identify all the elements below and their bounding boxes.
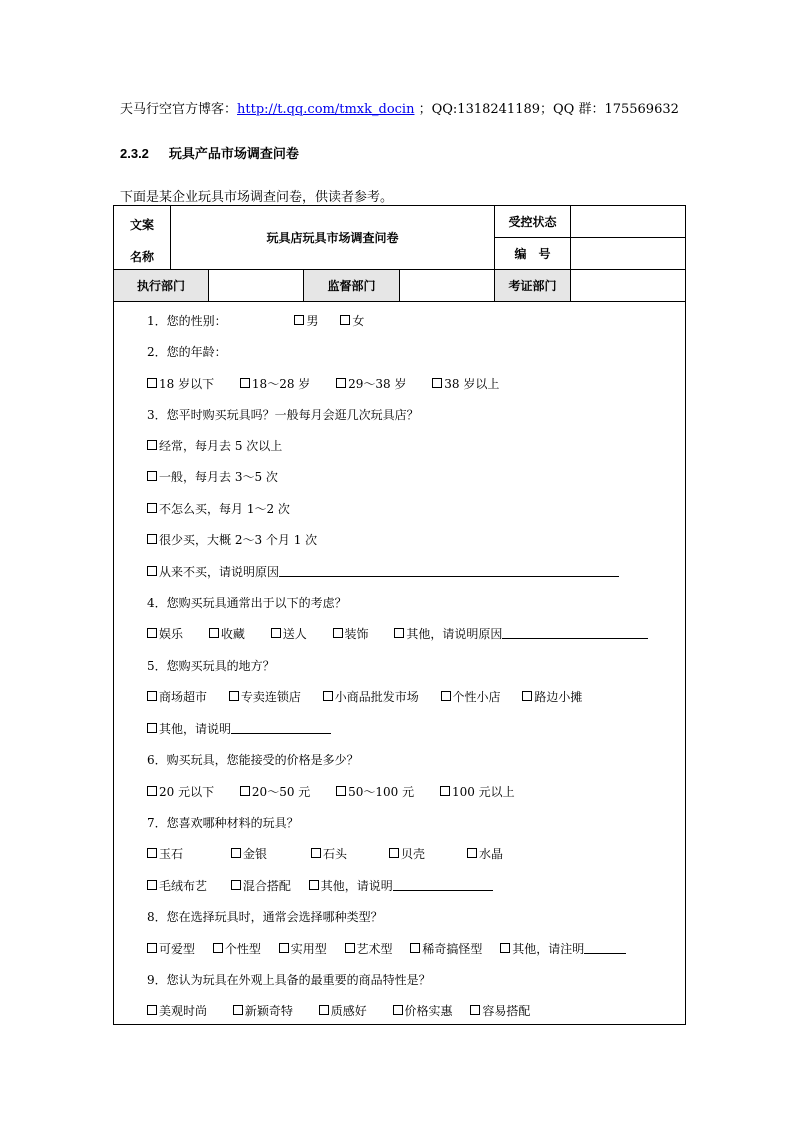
question-5-options (147, 688, 582, 705)
checkbox-square-icon[interactable] (147, 691, 157, 701)
checkbox-square-icon[interactable] (294, 315, 304, 325)
blog-header (120, 98, 679, 117)
checkbox-square-icon[interactable] (147, 378, 157, 388)
blog-link[interactable]: http://t.qq.com/tmxk_docin (237, 102, 415, 117)
checkbox-square-icon[interactable] (467, 848, 477, 858)
checkbox-square-icon[interactable] (147, 786, 157, 796)
question-8-options (147, 940, 626, 957)
checkbox-square-icon[interactable] (240, 786, 250, 796)
option-texture[interactable]: 质感好 (319, 1002, 367, 1019)
option-plush[interactable]: 毛绒布艺 (147, 877, 207, 894)
intro-text: 下面是某企业玩具市场调查问卷，供读者参考。 (120, 190, 394, 205)
jiandu-label: 监督部门 (304, 270, 400, 302)
wenan-label: 文案 (130, 218, 155, 232)
checkbox-square-icon[interactable] (147, 440, 157, 450)
option-never[interactable]: 从来不买，请说明原因 (147, 563, 619, 580)
option-practical[interactable]: 实用型 (279, 940, 327, 957)
option-street-stall[interactable]: 路边小摊 (522, 688, 582, 705)
jiandu-value[interactable] (400, 270, 495, 302)
section-number: 2.3.2 (120, 146, 149, 161)
checkbox-square-icon[interactable] (394, 628, 404, 638)
other-place-blank[interactable] (231, 733, 331, 734)
checkbox-square-icon[interactable] (336, 786, 346, 796)
question-6-options (147, 783, 515, 800)
shoukong-label: 受控状态 (495, 206, 571, 238)
question-2-options (147, 375, 499, 392)
zhixing-value[interactable] (209, 270, 304, 302)
checkbox-square-icon[interactable] (147, 880, 157, 890)
option-stone[interactable]: 石头 (311, 845, 347, 862)
option-male[interactable]: 男 (294, 312, 318, 329)
option-boutique[interactable]: 个性小店 (441, 688, 501, 705)
option-other-reason[interactable]: 其他，请说明原因 (394, 625, 648, 642)
reason-blank[interactable] (279, 576, 619, 577)
kaozheng-label: 考证部门 (495, 270, 571, 302)
form-header-table (114, 206, 685, 302)
checkbox-square-icon[interactable] (410, 943, 420, 953)
option-rarely[interactable]: 很少买，大概 2～3 个月 1 次 (147, 531, 317, 548)
header-prefix: 天马行空官方博客： (120, 102, 238, 117)
question-7-options-row2 (147, 877, 493, 894)
checkbox-square-icon[interactable] (440, 786, 450, 796)
option-stylish[interactable]: 美观时尚 (147, 1002, 207, 1019)
option-age-29-38[interactable]: 29～38 岁 (336, 375, 406, 392)
question-7-text: 7．您喜欢哪种材料的玩具？ (147, 816, 299, 830)
checkbox-square-icon[interactable] (333, 628, 343, 638)
option-collect[interactable]: 收藏 (209, 625, 245, 642)
option-artistic[interactable]: 艺术型 (345, 940, 393, 957)
question-3-text: 3．您平时购买玩具吗？一般每月会逛几次玩具店？ (147, 408, 419, 422)
questionnaire-form (113, 205, 686, 1025)
question-8-text: 8．您在选择玩具时，通常会选择哪种类型？ (147, 910, 383, 924)
checkbox-square-icon[interactable] (147, 1005, 157, 1015)
option-novel[interactable]: 新颖奇特 (233, 1002, 293, 1019)
zhixing-label: 执行部门 (114, 270, 209, 302)
question-5-text: 5．您购买玩具的地方？ (147, 659, 275, 673)
question-1 (147, 312, 364, 329)
option-gold-silver[interactable]: 金银 (231, 845, 267, 862)
option-jade[interactable]: 玉石 (147, 845, 183, 862)
checkbox-square-icon[interactable] (441, 691, 451, 701)
checkbox-square-icon[interactable] (311, 848, 321, 858)
header-suffix: ；QQ:1318241189；QQ 群：175569632 (414, 102, 679, 117)
option-wholesale[interactable]: 小商品批发市场 (323, 688, 419, 705)
option-price-20-50[interactable]: 20～50 元 (240, 783, 310, 800)
checkbox-square-icon[interactable] (389, 848, 399, 858)
checkbox-square-icon[interactable] (522, 691, 532, 701)
option-age-over38[interactable]: 38 岁以上 (432, 375, 499, 392)
checkbox-square-icon[interactable] (213, 943, 223, 953)
bianhao-label: 编 号 (495, 238, 571, 270)
kaozheng-value[interactable] (571, 270, 685, 302)
checkbox-square-icon[interactable] (231, 880, 241, 890)
option-easy-match[interactable]: 容易搭配 (470, 1002, 530, 1019)
checkbox-square-icon[interactable] (147, 628, 157, 638)
checkbox-square-icon[interactable] (393, 1005, 403, 1015)
option-often[interactable]: 经常，每月去 5 次以上 (147, 437, 282, 454)
option-affordable[interactable]: 价格实惠 (393, 1002, 453, 1019)
question-6-text: 6．购买玩具，您能接受的价格是多少？ (147, 753, 359, 767)
option-cute[interactable]: 可爱型 (147, 940, 195, 957)
checkbox-square-icon[interactable] (323, 691, 333, 701)
question-4-options (147, 625, 648, 642)
checkbox-square-icon[interactable] (229, 691, 239, 701)
checkbox-square-icon[interactable] (147, 848, 157, 858)
option-gift[interactable]: 送人 (271, 625, 307, 642)
checkbox-square-icon[interactable] (319, 1005, 329, 1015)
option-seldom[interactable]: 不怎么买，每月 1～2 次 (147, 500, 290, 517)
option-other-place[interactable]: 其他，请说明 (147, 720, 331, 737)
option-crystal[interactable]: 水晶 (467, 845, 503, 862)
option-age-18-28[interactable]: 18～28 岁 (240, 375, 310, 392)
checkbox-square-icon[interactable] (231, 848, 241, 858)
checkbox-square-icon[interactable] (147, 534, 157, 544)
checkbox-square-icon[interactable] (309, 880, 319, 890)
option-entertainment[interactable]: 娱乐 (147, 625, 183, 642)
form-title: 玩具店玩具市场调查问卷 (171, 206, 495, 270)
option-personality[interactable]: 个性型 (213, 940, 261, 957)
option-chain-store[interactable]: 专卖连锁店 (229, 688, 301, 705)
other-type-blank[interactable] (584, 953, 626, 954)
shoukong-value[interactable] (571, 206, 685, 238)
checkbox-square-icon[interactable] (279, 943, 289, 953)
question-2-text: 2．您的年龄： (147, 345, 227, 359)
option-other-type[interactable]: 其他，请注明 (500, 940, 626, 957)
checkbox-square-icon[interactable] (147, 723, 157, 733)
checkbox-square-icon[interactable] (336, 378, 346, 388)
checkbox-square-icon[interactable] (233, 1005, 243, 1015)
checkbox-square-icon[interactable] (271, 628, 281, 638)
option-shell[interactable]: 贝壳 (389, 845, 425, 862)
option-age-under18[interactable]: 18 岁以下 (147, 375, 214, 392)
option-quirky[interactable]: 稀奇搞怪型 (410, 940, 482, 957)
other-material-blank[interactable] (393, 890, 493, 891)
option-decoration[interactable]: 装饰 (333, 625, 369, 642)
section-title: 玩具产品市场调查问卷 (168, 147, 299, 162)
checkbox-square-icon[interactable] (209, 628, 219, 638)
option-mall[interactable]: 商场超市 (147, 688, 207, 705)
checkbox-square-icon[interactable] (500, 943, 510, 953)
option-normal[interactable]: 一般，每月去 3～5 次 (147, 468, 278, 485)
checkbox-square-icon[interactable] (147, 943, 157, 953)
checkbox-square-icon[interactable] (240, 378, 250, 388)
option-mixed[interactable]: 混合搭配 (231, 877, 291, 894)
checkbox-square-icon[interactable] (147, 471, 157, 481)
option-female[interactable]: 女 (340, 312, 364, 329)
question-9-text: 9．您认为玩具在外观上具备的最重要的商品特性是？ (147, 973, 431, 987)
question-9-options (147, 1002, 530, 1019)
option-price-under20[interactable]: 20 元以下 (147, 783, 214, 800)
checkbox-square-icon[interactable] (147, 503, 157, 513)
checkbox-square-icon[interactable] (470, 1005, 480, 1015)
option-price-over100[interactable]: 100 元以上 (440, 783, 515, 800)
checkbox-square-icon[interactable] (432, 378, 442, 388)
bianhao-value[interactable] (571, 238, 685, 270)
question-1-text: 1．您的性别： (147, 314, 227, 328)
other-reason-blank[interactable] (502, 638, 648, 639)
checkbox-square-icon[interactable] (340, 315, 350, 325)
section-heading (120, 143, 299, 162)
option-other-material[interactable]: 其他，请说明 (309, 877, 493, 894)
option-price-50-100[interactable]: 50～100 元 (336, 783, 414, 800)
checkbox-square-icon[interactable] (147, 566, 157, 576)
question-4-text: 4．您购买玩具通常出于以下的考虑？ (147, 596, 347, 610)
mingcheng-label: 名称 (130, 250, 155, 264)
checkbox-square-icon[interactable] (345, 943, 355, 953)
